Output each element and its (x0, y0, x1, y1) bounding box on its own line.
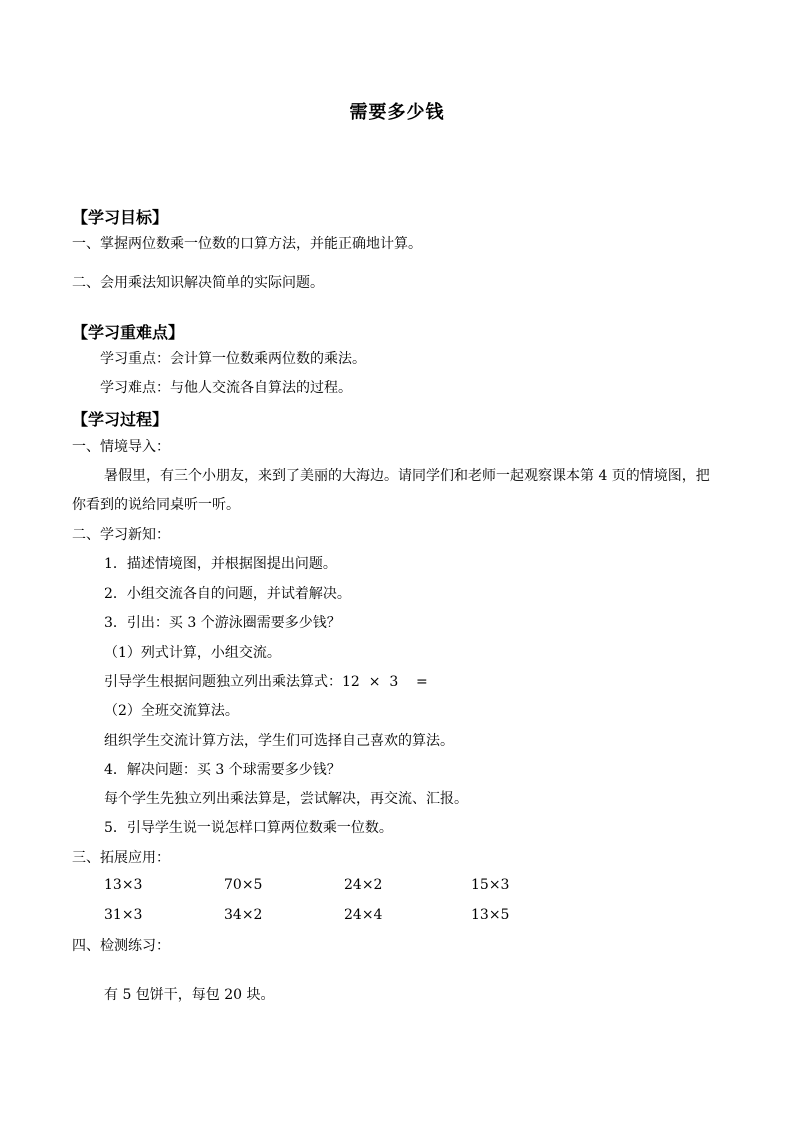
section-4-text: 有 5 包饼干，每包 20 块。 (104, 987, 275, 1003)
exercise-cell: 15×3 (471, 877, 510, 893)
exercise-cell: 34×2 (224, 907, 263, 923)
key-point-1: 学习重点：会计算一位数乘两位数的乘法。 (100, 351, 366, 367)
section-2-line: 1．描述情境图，并根据图提出问题。 (104, 556, 337, 572)
section-2-line: 4．解决问题：买 3 个球需要多少钱？ (104, 762, 341, 778)
section-2-line: （2）全班交流算法。 (104, 703, 239, 719)
goal-item-1: 一、掌握两位数乘一位数的口算方法，并能正确地计算。 (72, 236, 422, 252)
exercise-cell: 31×3 (104, 907, 143, 923)
exercise-cell: 70×5 (224, 877, 263, 893)
key-points-heading: 【学习重难点】 (72, 323, 185, 342)
section-1-paragraph: 暑假里，有三个小朋友，来到了美丽的大海边。请同学们和老师一起观察课本第 4 页的情境图，把你看到的说给同桌听一听。 (72, 468, 710, 513)
process-heading: 【学习过程】 (72, 410, 169, 429)
section-2-line: 引导学生根据问题独立列出乘法算式：12 × 3 = (104, 674, 428, 690)
section-1-title: 一、情境导入： (72, 439, 170, 455)
exercise-cell: 13×3 (104, 877, 143, 893)
section-2-line: 2．小组交流各自的问题，并试着解决。 (104, 586, 351, 602)
page-title: 需要多少钱 (349, 102, 445, 123)
exercise-cell: 24×4 (344, 907, 383, 923)
section-2-title: 二、学习新知： (72, 527, 170, 543)
key-point-2: 学习难点：与他人交流各自算法的过程。 (100, 380, 352, 396)
goals-heading: 【学习目标】 (72, 208, 169, 227)
exercise-cell: 24×2 (344, 877, 383, 893)
section-4-title: 四、检测练习： (72, 938, 170, 954)
section-2-line: 组织学生交流计算方法，学生们可选择自己喜欢的算法。 (104, 733, 454, 749)
section-2-line: （1）列式计算，小组交流。 (104, 645, 281, 661)
section-3-title: 三、拓展应用： (72, 850, 170, 866)
exercise-cell: 13×5 (471, 907, 510, 923)
section-2-line: 每个学生先独立列出乘法算是，尝试解决，再交流、汇报。 (104, 791, 468, 807)
goal-item-2: 二、会用乘法知识解决简单的实际问题。 (72, 275, 324, 291)
section-2-line: 5．引导学生说一说怎样口算两位数乘一位数。 (104, 820, 393, 836)
section-2-line: 3．引出：买 3 个游泳圈需要多少钱？ (104, 615, 341, 631)
